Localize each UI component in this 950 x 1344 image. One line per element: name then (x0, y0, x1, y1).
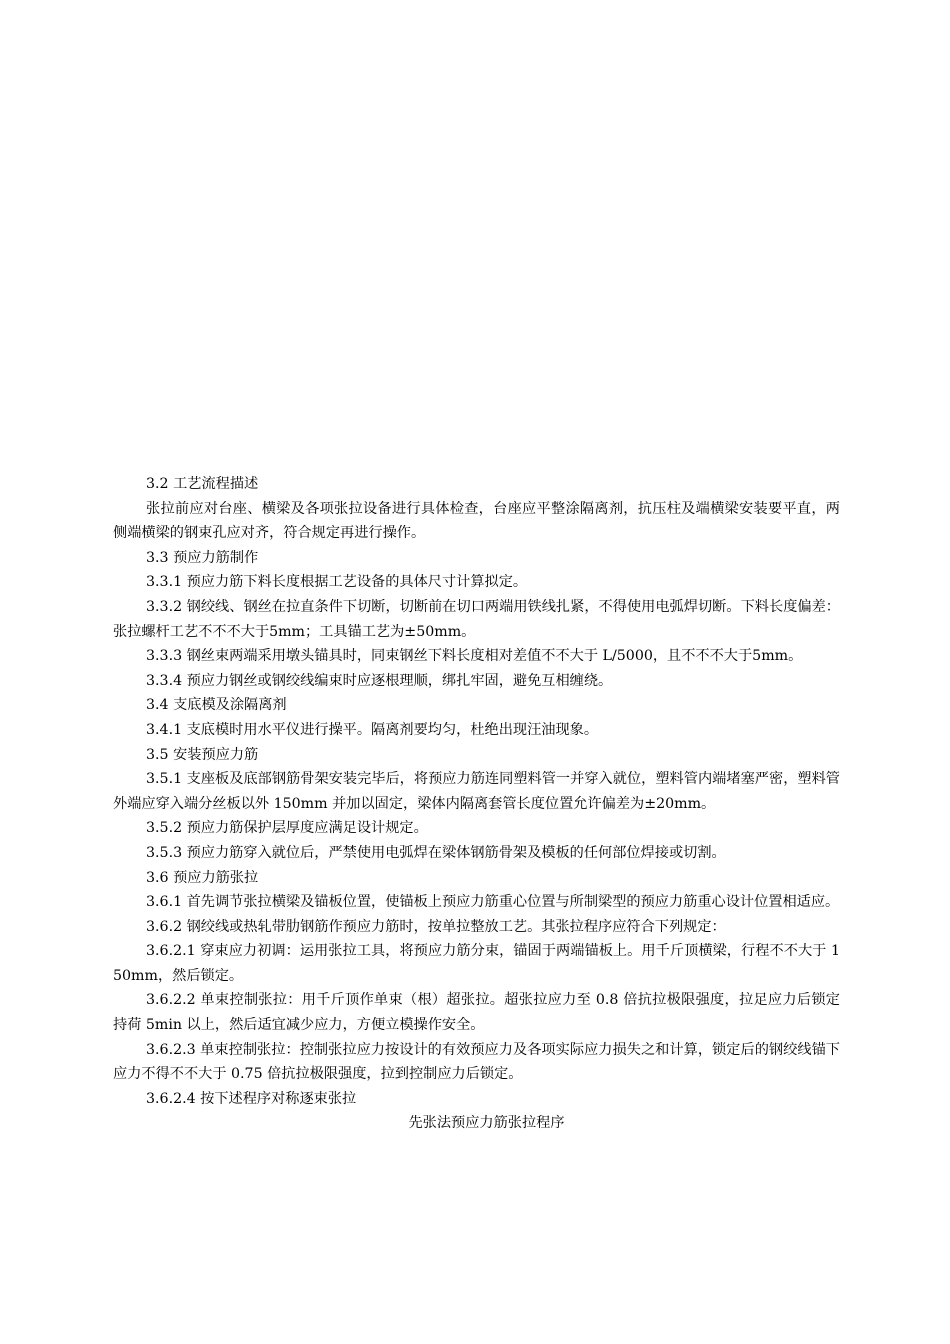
paragraph-3-3-1: 3.3.1 预应力筋下料长度根据工艺设备的具体尺寸计算拟定。 (146, 574, 528, 591)
paragraph-3-4-1: 3.4.1 支底模时用水平仪进行操平。隔离剂要均匀，杜绝出现汪油现象。 (146, 721, 599, 738)
paragraph-3-5-3: 3.5.3 预应力筋穿入就位后，严禁使用电弧焊在梁体钢筋骨架及模板的任何部位焊接或切割。 (146, 844, 726, 861)
paragraph-3-6-2-4: 3.6.2.4 按下述程序对称逐束张拉 (146, 1090, 357, 1107)
paragraph-3-2-text: 张拉前应对台座、横梁及各项张拉设备进行具体检查，台座应平整涂隔离剂，抗压柱及端横梁安装要平直，两侧端横梁的钢束孔应对齐，符合规定再进行操作。 (113, 500, 840, 542)
section-heading-3-5: 3.5 安装预应力筋 (146, 746, 259, 763)
paragraph-3-6-1: 3.6.1 首先调节张拉横梁及锚板位置，使锚板上预应力筋重心位置与所制梁型的预应力筋重心设计位置相适应。 (146, 894, 840, 911)
paragraph-3-3-3: 3.3.3 钢丝束两端采用墩头锚具时，同束钢丝下料长度相对差值不不大于 L/5000，且不不不大于5mm。 (146, 648, 803, 665)
paragraph-3-6-2-2: 3.6.2.2 单束控制张拉：用千斤顶作单束（根）超张拉。超张拉应力至 0.8 倍抗拉极限强度，拉足应力后锁定持荷 5min 以上，然后适宜减少应力，方便立模操作安全。 (113, 992, 840, 1034)
paragraph-3-5-2: 3.5.2 预应力筋保护层厚度应满足设计规定。 (146, 820, 428, 837)
section-heading-3-3: 3.3 预应力筋制作 (146, 549, 259, 566)
section-heading-3-4: 3.4 支底模及涂隔离剂 (146, 697, 287, 714)
paragraph-3-6-2-3: 3.6.2.3 单束控制张拉：控制张拉应力按设计的有效预应力及各项实际应力损失之和计算，锁定后的钢绞线锚下应力不得不不大于 0.75 倍抗拉极限强度，拉到控制应力后锁定。 (113, 1041, 840, 1083)
document-body (113, 472, 840, 1136)
section-heading-3-6: 3.6 预应力筋张拉 (146, 869, 259, 886)
paragraph-3-3-4: 3.3.4 预应力钢丝或钢绞线编束时应逐根理顺，绑扎牢固，避免互相缠绕。 (146, 672, 613, 689)
paragraph-3-6-2-1: 3.6.2.1 穿束应力初调：运用张拉工具，将预应力筋分束，锚固于两端锚板上。用千斤顶横梁，行程不不大于 150mm，然后锁定。 (113, 943, 840, 984)
paragraph-3-6-2: 3.6.2 钢绞线或热轧带肋钢筋作预应力筋时，按单拉整放工艺。其张拉程序应符合下列规定： (146, 918, 726, 935)
paragraph-3-5-1: 3.5.1 支座板及底部钢筋骨架安装完毕后，将预应力筋连同塑料管一并穿入就位，塑料管内端堵塞严密，塑料管外端应穿入端分丝板以外 150mm 并加以固定，梁体内隔离套管长度位置允许偏差为±20mm。 (113, 771, 840, 812)
section-heading-3-2: 3.2 工艺流程描述 (146, 476, 259, 492)
table-caption: 先张法预应力筋张拉程序 (408, 1115, 565, 1132)
paragraph-3-3-2: 3.3.2 钢绞线、钢丝在拉直条件下切断，切断前在切口两端用铁线扎紧，不得使用电弧焊切断。下料长度偏差：张拉螺杆工艺不不不大于5mm；工具锚工艺为±50mm。 (113, 598, 840, 640)
